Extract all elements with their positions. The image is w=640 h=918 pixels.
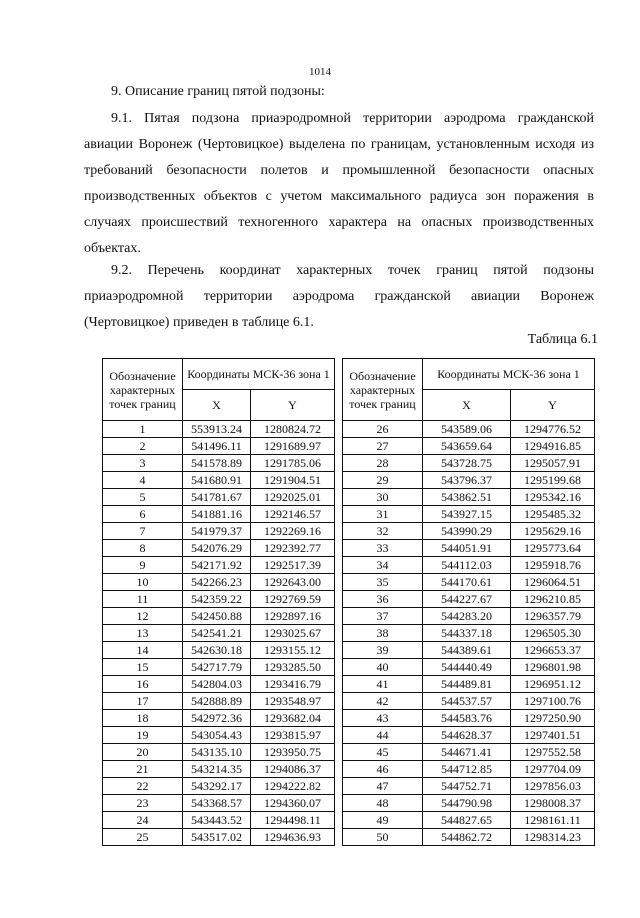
x-cell: 543292.17	[183, 778, 251, 795]
point-cell: 30	[343, 489, 423, 506]
y-cell: 1292517.39	[251, 557, 335, 574]
table-row	[103, 506, 595, 523]
y-cell: 1297552.58	[511, 744, 595, 761]
table-row	[103, 829, 595, 846]
table-gap	[335, 642, 343, 659]
x-cell: 544489.81	[423, 676, 511, 693]
table-row	[103, 710, 595, 727]
x-cell: 543054.43	[183, 727, 251, 744]
x-cell: 544712.85	[423, 761, 511, 778]
y-cell: 1298161.11	[511, 812, 595, 829]
x-cell: 553913.24	[183, 421, 251, 438]
x-cell: 541979.37	[183, 523, 251, 540]
paragraph-2: 9.2. Перечень координат характерных точек границ пятой подзоны приаэродромной территории аэродрома гражданской авиации Воронеж (Чертовицкое) приведен в таблице 6.1.	[84, 263, 594, 330]
table-row	[103, 608, 595, 625]
x-cell: 543990.29	[423, 523, 511, 540]
y-cell: 1294086.37	[251, 761, 335, 778]
y-cell: 1280824.72	[251, 421, 335, 438]
x-cell: 544440.49	[423, 659, 511, 676]
point-cell: 44	[343, 727, 423, 744]
point-cell: 38	[343, 625, 423, 642]
point-cell: 31	[343, 506, 423, 523]
point-cell: 41	[343, 676, 423, 693]
table-gap	[335, 710, 343, 727]
point-cell: 35	[343, 574, 423, 591]
y-cell: 1292392.77	[251, 540, 335, 557]
x-cell: 544283.20	[423, 608, 511, 625]
point-cell: 45	[343, 744, 423, 761]
y-cell: 1292643.00	[251, 574, 335, 591]
x-cell: 544862.72	[423, 829, 511, 846]
point-cell: 49	[343, 812, 423, 829]
point-cell: 43	[343, 710, 423, 727]
point-cell: 50	[343, 829, 423, 846]
point-cell: 5	[103, 489, 183, 506]
x-cell: 541781.67	[183, 489, 251, 506]
point-cell: 42	[343, 693, 423, 710]
x-cell: 543659.64	[423, 438, 511, 455]
table-row	[103, 642, 595, 659]
y-cell: 1295773.64	[511, 540, 595, 557]
table-gap	[335, 676, 343, 693]
x-cell: 542972.36	[183, 710, 251, 727]
point-cell: 29	[343, 472, 423, 489]
point-cell: 25	[103, 829, 183, 846]
y-cell: 1296653.37	[511, 642, 595, 659]
x-cell: 542076.29	[183, 540, 251, 557]
table-gap	[335, 540, 343, 557]
table-gap	[335, 795, 343, 812]
point-cell: 28	[343, 455, 423, 472]
y-cell: 1291689.97	[251, 438, 335, 455]
y-cell: 1294222.82	[251, 778, 335, 795]
y-cell: 1292269.16	[251, 523, 335, 540]
y-cell: 1297704.09	[511, 761, 595, 778]
table-gap	[335, 506, 343, 523]
point-cell: 11	[103, 591, 183, 608]
point-cell: 7	[103, 523, 183, 540]
y-cell: 1291785.06	[251, 455, 335, 472]
header-coords-right: Координаты МСК-36 зона 1	[423, 359, 595, 390]
y-cell: 1294498.11	[251, 812, 335, 829]
y-cell: 1292025.01	[251, 489, 335, 506]
point-cell: 33	[343, 540, 423, 557]
y-cell: 1293815.97	[251, 727, 335, 744]
x-cell: 543135.10	[183, 744, 251, 761]
x-cell: 541881.16	[183, 506, 251, 523]
header-point-right: Обозначение характерных точек границ	[343, 359, 423, 421]
point-cell: 23	[103, 795, 183, 812]
x-cell: 541680.91	[183, 472, 251, 489]
table-body	[103, 421, 595, 846]
x-cell: 544752.71	[423, 778, 511, 795]
y-cell: 1293548.97	[251, 693, 335, 710]
point-cell: 46	[343, 761, 423, 778]
y-cell: 1296951.12	[511, 676, 595, 693]
x-cell: 544537.57	[423, 693, 511, 710]
point-cell: 2	[103, 438, 183, 455]
x-cell: 543589.06	[423, 421, 511, 438]
y-cell: 1297401.51	[511, 727, 595, 744]
point-cell: 12	[103, 608, 183, 625]
point-cell: 15	[103, 659, 183, 676]
table-gap	[335, 438, 343, 455]
point-cell: 10	[103, 574, 183, 591]
table-gap	[335, 829, 343, 846]
table-row	[103, 489, 595, 506]
y-cell: 1295918.76	[511, 557, 595, 574]
table-gap	[335, 812, 343, 829]
x-cell: 544790.98	[423, 795, 511, 812]
table-row	[103, 676, 595, 693]
table-gap	[335, 523, 343, 540]
point-cell: 36	[343, 591, 423, 608]
y-cell: 1292897.16	[251, 608, 335, 625]
y-cell: 1293285.50	[251, 659, 335, 676]
point-cell: 19	[103, 727, 183, 744]
table-gap	[335, 608, 343, 625]
table-row	[103, 693, 595, 710]
y-cell: 1292146.57	[251, 506, 335, 523]
x-cell: 544051.91	[423, 540, 511, 557]
x-cell: 544227.67	[423, 591, 511, 608]
y-cell: 1298008.37	[511, 795, 595, 812]
header-y-left: Y	[251, 390, 335, 421]
header-point-left: Обозначение характерных точек границ	[103, 359, 183, 421]
point-cell: 47	[343, 778, 423, 795]
x-cell: 543368.57	[183, 795, 251, 812]
point-cell: 13	[103, 625, 183, 642]
table-row	[103, 659, 595, 676]
point-cell: 16	[103, 676, 183, 693]
header-x-right: X	[423, 390, 511, 421]
table-caption: Таблица 6.1	[527, 332, 598, 347]
table-gap	[335, 591, 343, 608]
y-cell: 1295199.68	[511, 472, 595, 489]
table-row	[103, 778, 595, 795]
x-cell: 542541.21	[183, 625, 251, 642]
point-cell: 17	[103, 693, 183, 710]
x-cell: 543517.02	[183, 829, 251, 846]
x-cell: 544170.61	[423, 574, 511, 591]
point-cell: 1	[103, 421, 183, 438]
y-cell: 1297100.76	[511, 693, 595, 710]
table-gap	[335, 455, 343, 472]
header-y-right: Y	[511, 390, 595, 421]
point-cell: 22	[103, 778, 183, 795]
x-cell: 541578.89	[183, 455, 251, 472]
x-cell: 543796.37	[423, 472, 511, 489]
y-cell: 1296064.51	[511, 574, 595, 591]
point-cell: 24	[103, 812, 183, 829]
table-row	[103, 557, 595, 574]
point-cell: 14	[103, 642, 183, 659]
table-row	[103, 591, 595, 608]
x-cell: 544827.65	[423, 812, 511, 829]
header-coords-left: Координаты МСК-36 зона 1	[183, 359, 335, 390]
table-row	[103, 625, 595, 642]
y-cell: 1293155.12	[251, 642, 335, 659]
point-cell: 4	[103, 472, 183, 489]
x-cell: 544112.03	[423, 557, 511, 574]
table-row	[103, 455, 595, 472]
point-cell: 18	[103, 710, 183, 727]
y-cell: 1295342.16	[511, 489, 595, 506]
y-cell: 1293025.67	[251, 625, 335, 642]
point-cell: 37	[343, 608, 423, 625]
point-cell: 32	[343, 523, 423, 540]
x-cell: 543862.51	[423, 489, 511, 506]
x-cell: 544389.61	[423, 642, 511, 659]
paragraph-1: 9.1. Пятая подзона приаэродромной территории аэродрома гражданской авиации Воронеж (Чертовицкое) выделена по границам, установленным исходя из требований безопасности полетов и промышленной безопасности опасных производственных объектов с учетом максимального радиуса зон поражения в случаях происшествий техногенного характера на опасных производственных объектах.	[84, 111, 594, 256]
x-cell: 542804.03	[183, 676, 251, 693]
table-row	[103, 744, 595, 761]
table-row	[103, 523, 595, 540]
x-cell: 544628.37	[423, 727, 511, 744]
table-gap	[335, 659, 343, 676]
y-cell: 1297856.03	[511, 778, 595, 795]
y-cell: 1295057.91	[511, 455, 595, 472]
table-gap	[335, 693, 343, 710]
table-gap	[335, 557, 343, 574]
x-cell: 542359.22	[183, 591, 251, 608]
point-cell: 3	[103, 455, 183, 472]
x-cell: 543728.75	[423, 455, 511, 472]
point-cell: 27	[343, 438, 423, 455]
x-cell: 542888.89	[183, 693, 251, 710]
table-row	[103, 574, 595, 591]
table-gap	[335, 472, 343, 489]
x-cell: 541496.11	[183, 438, 251, 455]
table-gap	[335, 574, 343, 591]
x-cell: 544583.76	[423, 710, 511, 727]
x-cell: 543443.52	[183, 812, 251, 829]
y-cell: 1293416.79	[251, 676, 335, 693]
table-gap	[335, 778, 343, 795]
point-cell: 48	[343, 795, 423, 812]
y-cell: 1293950.75	[251, 744, 335, 761]
point-cell: 6	[103, 506, 183, 523]
table-row	[103, 438, 595, 455]
y-cell: 1291904.51	[251, 472, 335, 489]
x-cell: 544337.18	[423, 625, 511, 642]
x-cell: 542171.92	[183, 557, 251, 574]
y-cell: 1296357.79	[511, 608, 595, 625]
table-gap	[335, 489, 343, 506]
table-row	[103, 540, 595, 557]
table-gap	[335, 359, 343, 421]
table-row	[103, 761, 595, 778]
point-cell: 20	[103, 744, 183, 761]
table-row	[103, 421, 595, 438]
table-gap	[335, 625, 343, 642]
y-cell: 1292769.59	[251, 591, 335, 608]
table-row	[103, 727, 595, 744]
point-cell: 39	[343, 642, 423, 659]
point-cell: 40	[343, 659, 423, 676]
y-cell: 1293682.04	[251, 710, 335, 727]
section-title: 9. Описание границ пятой подзоны:	[111, 84, 325, 99]
header-x-left: X	[183, 390, 251, 421]
x-cell: 542630.18	[183, 642, 251, 659]
point-cell: 34	[343, 557, 423, 574]
x-cell: 542266.23	[183, 574, 251, 591]
table-row	[103, 812, 595, 829]
y-cell: 1296505.30	[511, 625, 595, 642]
y-cell: 1297250.90	[511, 710, 595, 727]
x-cell: 543214.35	[183, 761, 251, 778]
x-cell: 544671.41	[423, 744, 511, 761]
point-cell: 26	[343, 421, 423, 438]
point-cell: 8	[103, 540, 183, 557]
point-cell: 21	[103, 761, 183, 778]
y-cell: 1296210.85	[511, 591, 595, 608]
table-gap	[335, 761, 343, 778]
table-row	[103, 795, 595, 812]
y-cell: 1295485.32	[511, 506, 595, 523]
x-cell: 543927.15	[423, 506, 511, 523]
page-number: 1014	[309, 66, 331, 78]
table-gap	[335, 727, 343, 744]
point-cell: 9	[103, 557, 183, 574]
y-cell: 1294776.52	[511, 421, 595, 438]
y-cell: 1296801.98	[511, 659, 595, 676]
y-cell: 1294360.07	[251, 795, 335, 812]
y-cell: 1298314.23	[511, 829, 595, 846]
table-gap	[335, 744, 343, 761]
coordinates-table	[102, 358, 595, 846]
x-cell: 542450.88	[183, 608, 251, 625]
y-cell: 1294916.85	[511, 438, 595, 455]
table-gap	[335, 421, 343, 438]
y-cell: 1294636.93	[251, 829, 335, 846]
x-cell: 542717.79	[183, 659, 251, 676]
table-row	[103, 472, 595, 489]
y-cell: 1295629.16	[511, 523, 595, 540]
